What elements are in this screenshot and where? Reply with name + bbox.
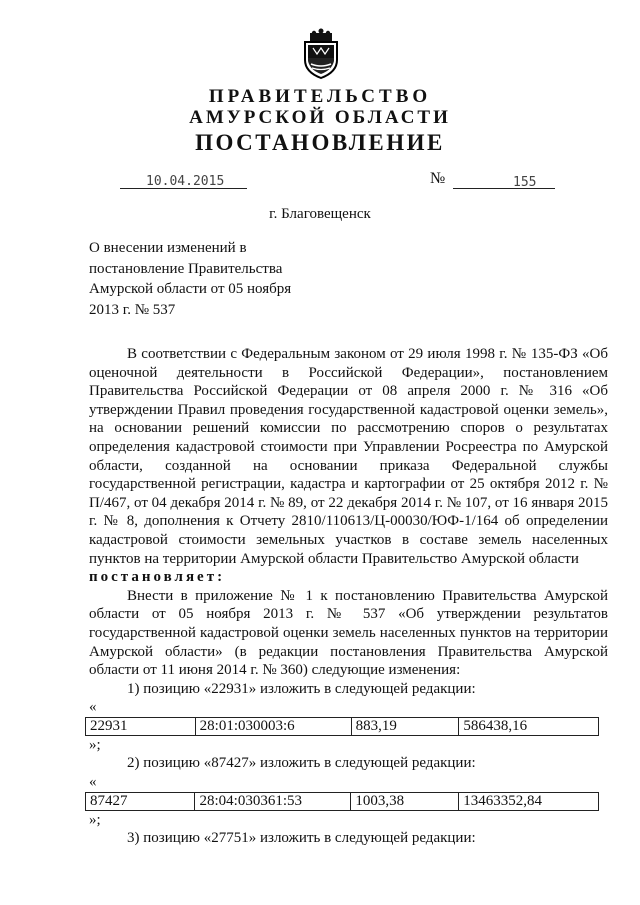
table-cell: 87427 — [86, 792, 195, 810]
decree-word: постановляет: — [89, 569, 226, 586]
number-underline — [453, 188, 555, 189]
document-number: 155 — [513, 175, 537, 190]
change-item-label: 2) позицию «87427» изложить в следующей редакции: — [127, 755, 476, 772]
issue-city: г. Благовещенск — [269, 206, 371, 222]
coat-of-arms-emblem — [299, 28, 343, 80]
open-quote: « — [89, 774, 97, 791]
table-cell: 28:04:030361:53 — [195, 792, 351, 810]
change-item-label: 3) позицию «27751» изложить в следующей редакции: — [127, 830, 476, 847]
table-cell: 883,19 — [351, 717, 459, 735]
document-type-title: ПОСТАНОВЛЕНИЕ — [195, 130, 445, 155]
document-subject — [89, 238, 329, 320]
subject-line: Амурской области от 05 ноября — [89, 281, 292, 297]
preamble-paragraph: В соответствии с Федеральным законом от 29 июля 1998 г. № 135-ФЗ «Об оценочной деятельности в Российской Федерации», постановлением Правительства Российской Федерации от 08 апреля 2000 г. № 316 «Об утверждении Правил проведения государственной кадастровой оценки земель», на основании решений комиссии по рассмотрению споров о результатах определения кадастровой стоимости при Управлении Росреестра по Амурской области, созданной на основании приказа Федеральной службы государственной регистрации, кадастра и картографии от 25 октября 2012 г. № П/467, от 04 декабря 2014 г. № 89, от 22 декабря 2014 г. № 107, от 16 января 2015 г. № 8, дополнения к Отчету 2810/110613/Ц-00030/ЮФ-1/164 об определении кадастровой стоимости земельных участков в составе земель населенных пунктов на территории Амурской области Правительство Амурской области — [89, 346, 608, 567]
table-cell: 586438,16 — [459, 717, 599, 735]
change-item-label: 1) позицию «22931» изложить в следующей редакции: — [127, 680, 476, 697]
subject-line: 2013 г. № 537 — [89, 301, 176, 318]
document-body — [89, 345, 608, 848]
table-cell: 13463352,84 — [459, 792, 599, 810]
table-cell: 28:01:030003:6 — [195, 717, 351, 735]
amendment-table — [85, 792, 599, 811]
org-name-line2: АМУРСКОЙ ОБЛАСТИ — [189, 107, 451, 128]
amendment-intro-paragraph: Внести в приложение № 1 к постановлению Правительства Амурской области от 05 ноября 2013 г. № 537 «Об утверждении результатов государственной кадастровой оценки земель населенных пунктов на территории Амурской области» (в редакции постановления Правительства Амурской области от 11 июня 2014 г. № 360) следующие изменения: — [89, 587, 608, 679]
number-label: № — [430, 170, 446, 187]
document-date: 10.04.2015 — [146, 174, 225, 189]
close-quote: »; — [89, 811, 101, 828]
close-quote: »; — [89, 736, 101, 753]
open-quote: « — [89, 699, 97, 716]
subject-line: О внесении изменений в — [89, 240, 247, 256]
table-cell: 1003,38 — [351, 792, 459, 810]
subject-line: постановление Правительства — [89, 260, 283, 277]
table-cell: 22931 — [86, 717, 196, 735]
table-row — [86, 717, 599, 735]
table-row — [86, 792, 599, 810]
amendment-table — [85, 717, 599, 736]
org-name-line1: ПРАВИТЕЛЬСТВО — [208, 86, 432, 107]
date-underline — [120, 188, 247, 189]
